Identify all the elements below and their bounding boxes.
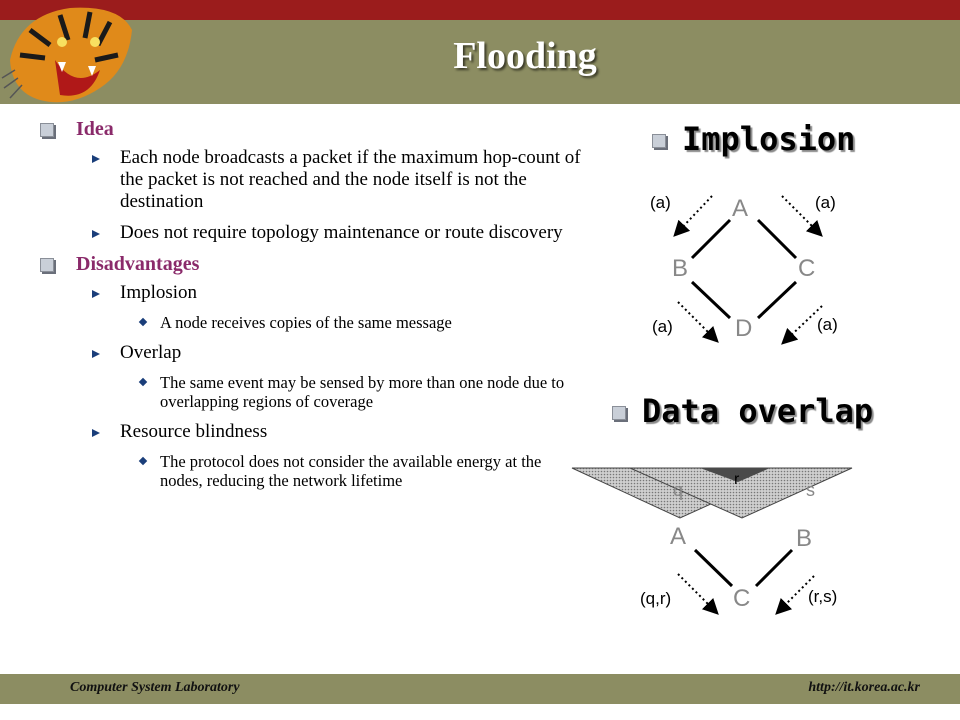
overlap-label: Overlap [120,342,182,363]
edge-c-d [758,282,796,318]
arrow-bullet-icon [92,429,100,437]
edge-b-d [692,282,730,318]
list-item [40,282,585,304]
diamond-bullet-icon [139,318,147,326]
region-q-label: q [673,480,684,500]
node-c-label: C [798,255,816,282]
diamond-bullet-icon [139,378,147,386]
node-a-label: A [670,523,687,550]
diamond-bullet-icon [139,457,147,465]
data-overlap-heading-text: Data overlap [642,392,874,430]
footer-lab-name: Computer System Laboratory [70,680,240,695]
message-label-right: (r,s) [808,587,838,606]
region-s-label: s [806,480,815,500]
bullet-list [40,118,585,500]
message-arrow [676,196,712,234]
list-item [40,222,585,244]
arrow-bullet-icon [92,350,100,358]
idea-item-text: Does not require topology maintenance or route discovery [120,222,563,243]
edge-a-c [758,220,796,258]
message-arrow [678,574,716,612]
edge-a-b [692,220,730,258]
node-d-label: D [735,315,753,342]
slide-title: Flooding [453,35,597,77]
implosion-detail: A node receives copies of the same message [160,313,452,332]
message-label: (a) [652,317,673,336]
edge-b-c [756,550,792,586]
message-label: (a) [650,193,671,212]
list-item [40,147,585,213]
square-bullet-icon [40,123,54,137]
message-label: (a) [817,315,838,334]
square-bullet-icon [652,134,666,148]
node-b-label: B [796,525,813,552]
top-band [0,0,960,20]
arrow-bullet-icon [92,290,100,298]
implosion-diagram [600,170,900,360]
footer-url: http://it.korea.ac.kr [808,680,920,695]
node-c-label: C [733,585,751,612]
implosion-heading-text: Implosion [682,120,856,158]
message-label-left: (q,r) [640,589,672,608]
blindness-label: Resource blindness [120,421,268,442]
disadvantages-heading [40,253,585,276]
blindness-detail: The protocol does not consider the available energy at the nodes, reducing the network lifetime [160,452,542,490]
data-overlap-heading [612,392,873,430]
list-item [40,342,585,364]
list-item [40,421,585,443]
implosion-label: Implosion [120,282,198,303]
idea-heading [40,118,585,141]
data-overlap-diagram [570,458,860,628]
list-item [40,373,585,411]
square-bullet-icon [40,258,54,272]
implosion-heading [652,120,855,158]
idea-heading-text: Idea [76,118,114,140]
node-a-label: A [732,195,749,222]
idea-item-text: Each node broadcasts a packet if the maximum hop-count of the packet is not reached and the node itself is not the destination [120,147,581,212]
edge-a-c [695,550,732,586]
list-item [40,452,585,490]
node-b-label: B [672,255,689,282]
region-r-label: r [734,471,740,488]
overlap-detail: The same event may be sensed by more than one node due to overlapping regions of coverage [160,373,565,411]
square-bullet-icon [612,406,626,420]
arrow-bullet-icon [92,230,100,238]
message-arrow [678,302,716,340]
disadvantages-heading-text: Disadvantages [76,253,200,275]
arrow-bullet-icon [92,155,100,163]
message-label: (a) [815,193,836,212]
list-item [40,313,585,332]
